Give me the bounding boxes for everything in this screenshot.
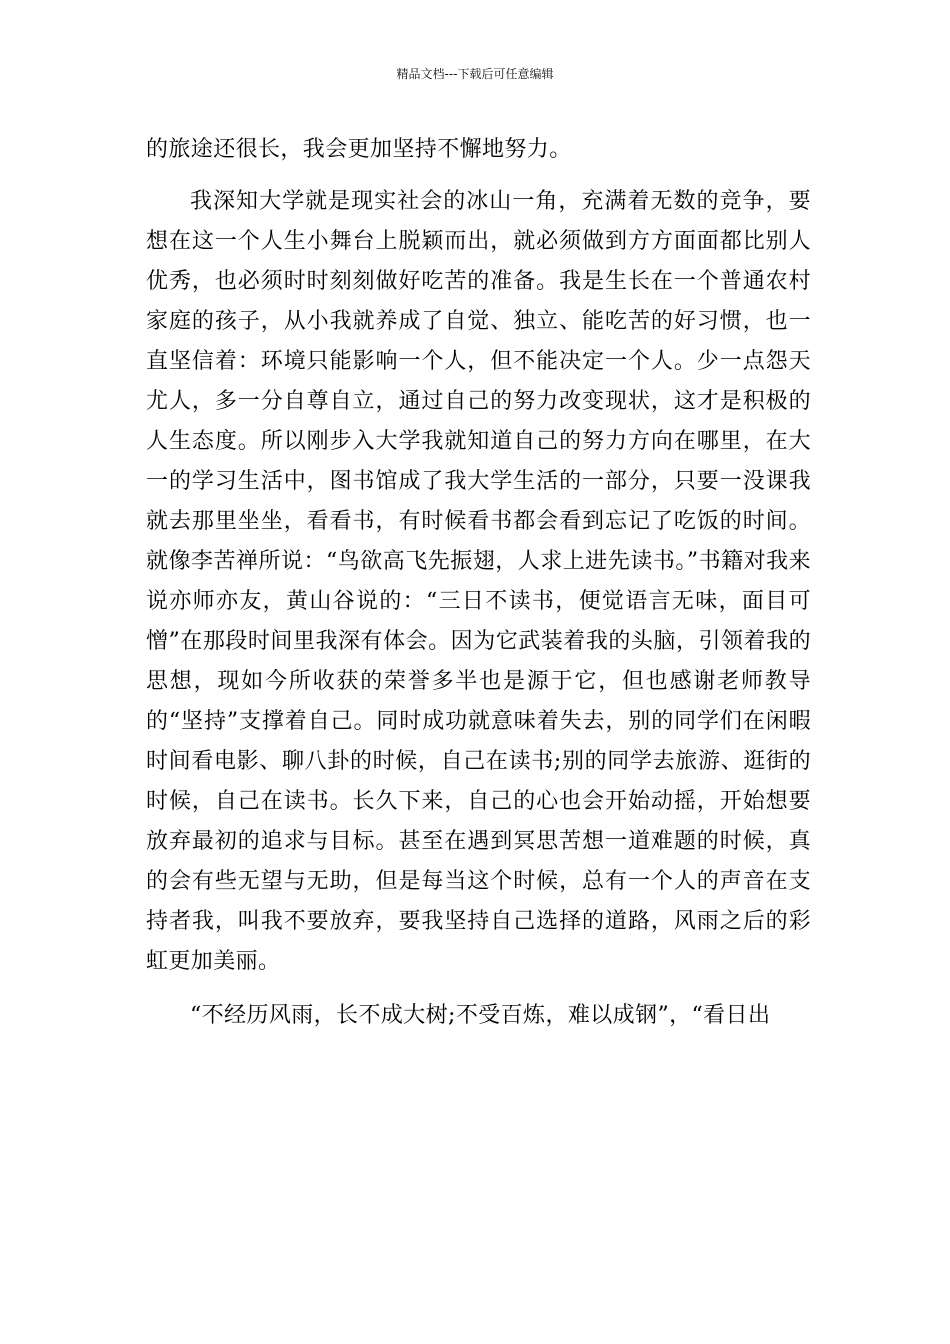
paragraph-university-struggle: 我深知大学就是现实社会的冰山一角，充满着无数的竞争，要想在这一个人生小舞台上脱颖而出，就必须做到方方面面都比别人优秀，也必须时时刻刻做好吃苦的准备。我是生长在一个普通农村家庭的孩子，从小我就养成了自觉、独立、能吃苦的好习惯，也一直坚信着：环境只能影响一个人，但不能决定一个人。少一点怨天尤人，多一分自尊自立，通过自己的努力改变现状，这才是积极的人生态度。所以刚步入大学我就知道自己的努力方向在哪里，在大一的学习生活中，图书馆成了我大学生活的一部分，只要一没课我就去那里坐坐，看看书，有时候看书都会看到忘记了吃饭的时间。就像李苦禅所说：“鸟欲高飞先振翅，人求上进先读书。”书籍对我来说亦师亦友，黄山谷说的：“三日不读书，便觉语言无味，面目可憎”在那段时间里我深有体会。因为它武装着我的头脑，引领着我的思想，现如今所收获的荣誉多半也是源于它，但也感谢老师教导的“坚持”支撑着自己。同时成功就意味着失去，别的同学们在闲暇时间看电影、聊八卦的时候，自己在读书;别的同学去旅游、逛街的时候，自己在读书。长久下来，自己的心也会开始动摇，开始想要放弃最初的追求与目标。甚至在遇到冥思苦想一道难题的时候，真的会有些无望与无助，但是每当这个时候，总有一个人的声音在支持者我，叫我不要放弃，要我坚持自己选择的道路，风雨之后的彩虹更加美丽。	[146, 189, 811, 974]
paragraph-continuation: 的旅途还很长，我会更加坚持不懈地努力。	[146, 137, 572, 162]
paragraph-trials-quote: “不经历风雨，长不成大树;不受百炼，难以成钢”，“看日出	[190, 1003, 771, 1028]
page-header: 精品文档---下载后可任意编辑	[396, 67, 554, 81]
document-body	[146, 130, 811, 1036]
